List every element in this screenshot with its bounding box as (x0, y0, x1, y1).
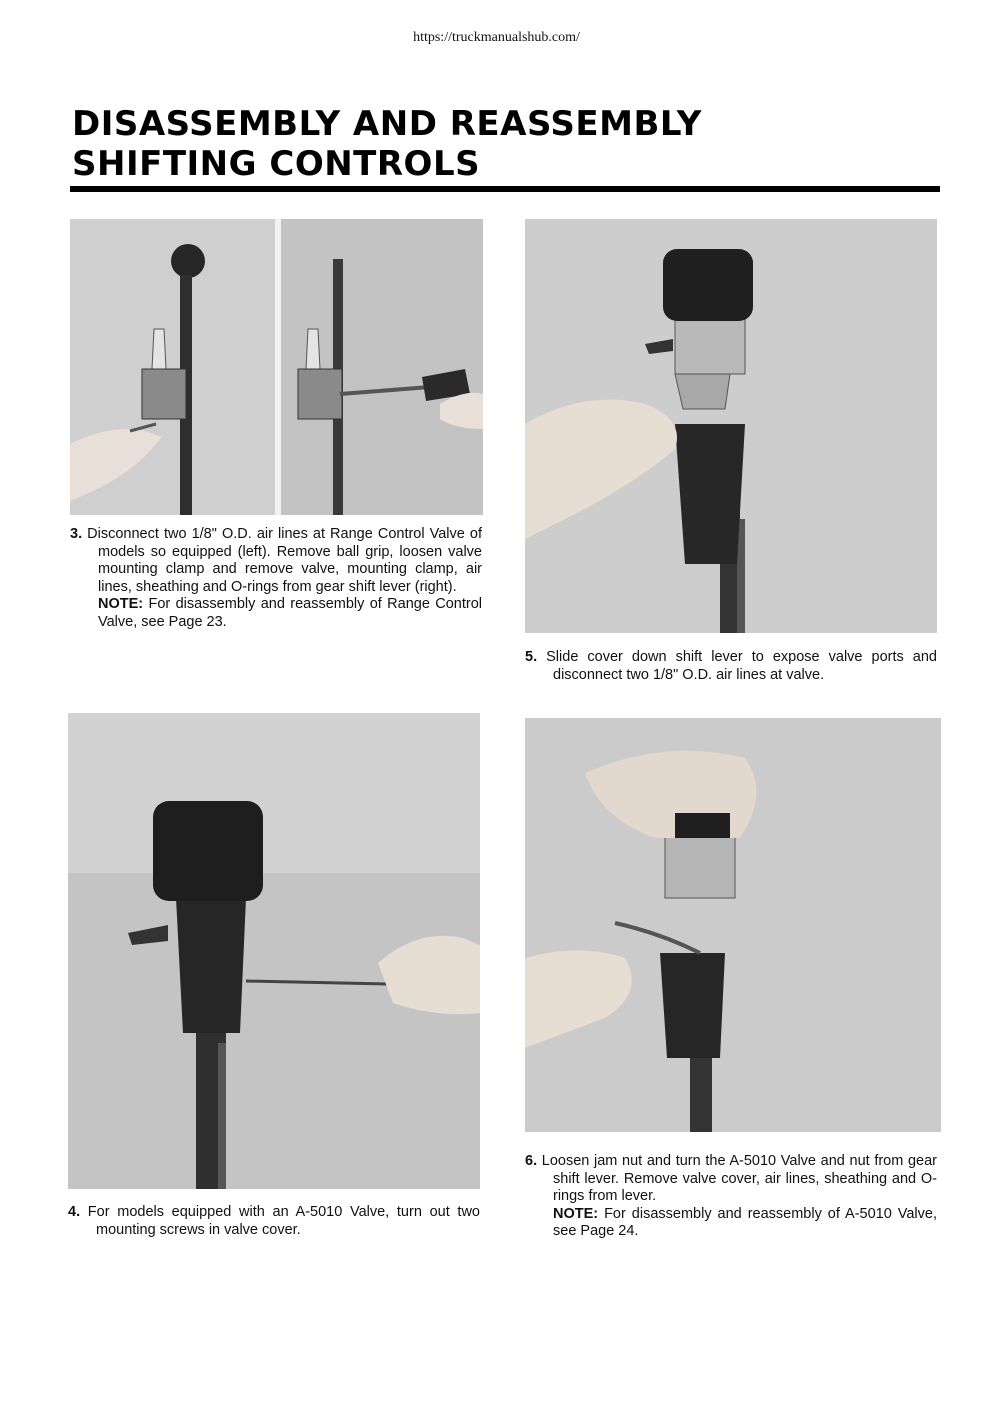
step-5-photo (525, 219, 937, 633)
step-3-note (70, 596, 482, 631)
step-3-number: 3. (70, 526, 83, 542)
step-4-text (68, 1204, 480, 1239)
step-6-number: 6. (525, 1153, 538, 1169)
title-rule (70, 186, 940, 192)
page-title-line-2: SHIFTING CONTROLS (72, 144, 481, 184)
page-title-line-1: DISASSEMBLY AND REASSEMBLY (72, 104, 702, 144)
step-3-note-text: For disassembly and reassembly of Range Control Valve, see Page 23. (98, 596, 483, 630)
page-title (72, 104, 940, 184)
step-6-note-label: NOTE: (553, 1205, 599, 1222)
step-6-note (525, 1206, 937, 1241)
step-3-note-label: NOTE: (98, 596, 144, 612)
step-3-photo (70, 219, 483, 515)
step-3-body: Disconnect two 1/8" O.D. air lines at Range Control Valve of models so equipped (left). Remove ball grip, loosen valve mounting clamp and remove valve, mounting clamp, air lines, sheathing and O-rings from gear shift lever (right). (87, 526, 483, 595)
step-3-caption (70, 526, 482, 631)
step-5-caption (525, 649, 937, 684)
step-4-photo (68, 713, 480, 1189)
source-url[interactable]: https://truckmanualshub.com/ (413, 30, 580, 45)
step-5-body: Slide cover down shift lever to expose valve ports and disconnect two 1/8" O.D. air lines at valve. (546, 649, 937, 683)
step-6-photo (525, 718, 941, 1132)
step-6-text (525, 1153, 937, 1206)
step-6-body: Loosen jam nut and turn the A-5010 Valve and nut from gear shift lever. Remove valve cover, air lines, sheathing and O-rings from lever. (541, 1153, 938, 1204)
step-4-caption (68, 1204, 480, 1239)
step-6-note-text: For disassembly and reassembly of A-5010 Valve, see Page 24. (553, 1205, 937, 1239)
step-3-text (70, 526, 482, 596)
step-5-number: 5. (525, 649, 538, 665)
step-4-body: For models equipped with an A-5010 Valve, turn out two mounting screws in valve cover. (87, 1204, 480, 1238)
step-5-text (525, 649, 937, 684)
step-6-caption (525, 1153, 937, 1241)
step-4-number: 4. (68, 1204, 81, 1220)
